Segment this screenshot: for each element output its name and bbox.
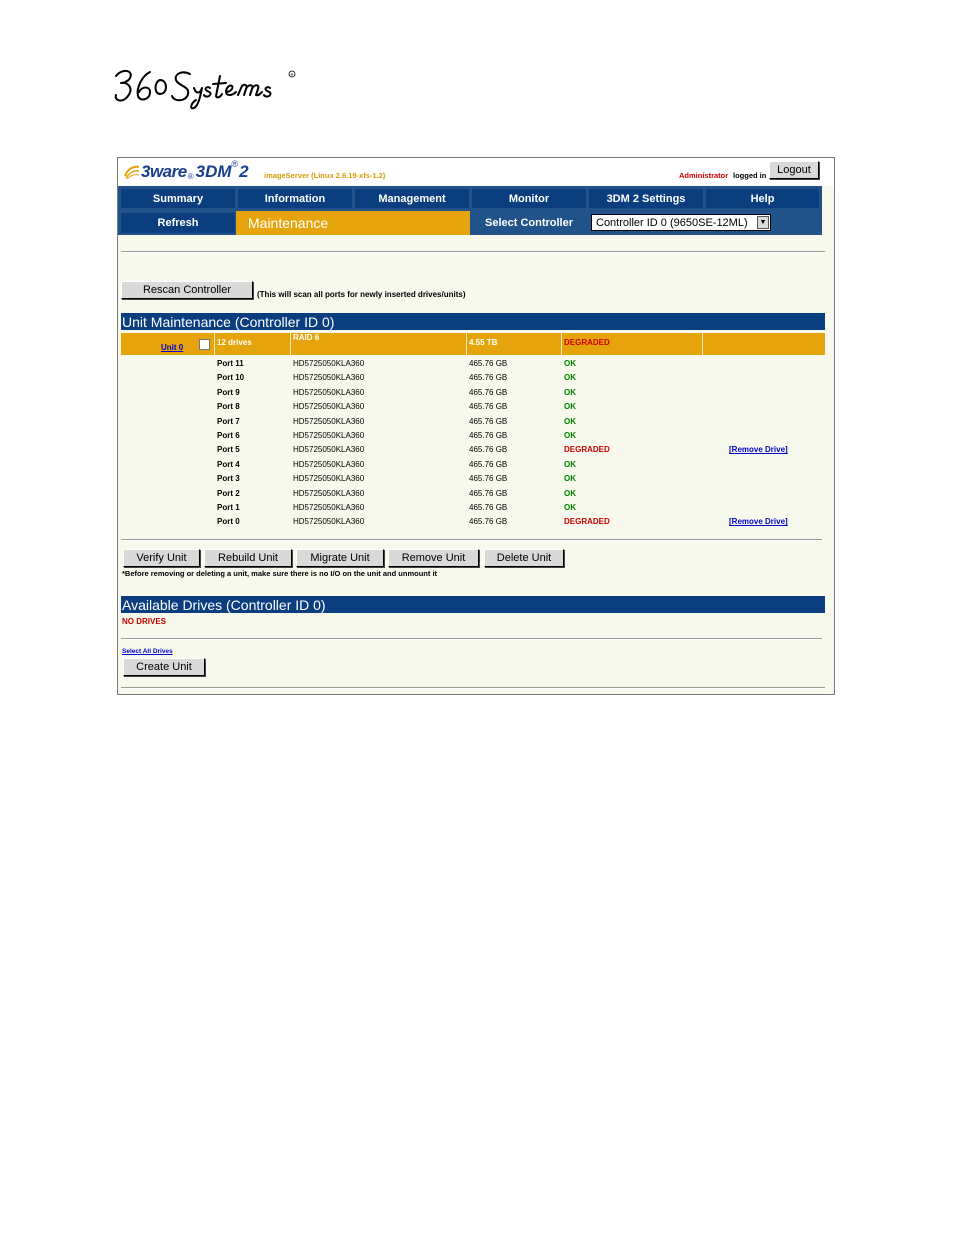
unit-cell	[121, 333, 215, 355]
drive-port: Port 10	[217, 373, 245, 383]
controller-select[interactable]	[591, 214, 771, 231]
drive-model: HD5725050KLA360	[293, 373, 365, 383]
drive-model: HD5725050KLA360	[293, 402, 365, 412]
drive-row	[118, 443, 834, 457]
nav-summary[interactable]: Summary	[121, 189, 235, 208]
drive-status: OK	[564, 402, 576, 412]
drive-status: OK	[564, 488, 576, 498]
drive-model: HD5725050KLA360	[293, 431, 365, 440]
divider	[121, 638, 822, 640]
drive-port: Port 6	[217, 431, 240, 440]
rebuild-unit-button[interactable]: Rebuild Unit	[204, 549, 292, 567]
nav-management[interactable]: Management	[355, 189, 469, 208]
chevron-down-icon[interactable]: ▼	[757, 216, 769, 229]
refresh-button[interactable]: Refresh	[121, 213, 235, 233]
delete-unit-button[interactable]: Delete Unit	[484, 549, 564, 567]
divider	[121, 687, 825, 689]
rescan-controller-button[interactable]: Rescan Controller	[121, 281, 253, 299]
drive-model: HD5725050KLA360	[293, 416, 365, 426]
drive-model: HD5725050KLA360	[293, 359, 365, 368]
drive-status: OK	[564, 459, 576, 469]
registered-mark: ®	[231, 159, 239, 169]
create-unit-button[interactable]: Create Unit	[123, 658, 205, 676]
drive-row	[118, 386, 834, 400]
unit-drive-count: 12 drives	[215, 333, 291, 355]
brand-name: 3ware	[141, 162, 187, 181]
company-logo	[112, 62, 312, 112]
drive-size: 465.76 GB	[469, 387, 508, 397]
drive-row	[118, 458, 834, 472]
drive-model: HD5725050KLA360	[293, 459, 365, 469]
drive-port: Port 0	[217, 517, 240, 527]
drive-model: HD5725050KLA360	[293, 474, 365, 484]
rescan-note: (This will scan all ports for newly inserted drives/units)	[257, 290, 466, 299]
current-page-tab: Maintenance	[236, 211, 470, 235]
nav-3dm2-settings[interactable]: 3DM 2 Settings	[589, 189, 703, 208]
drive-port: Port 5	[217, 445, 240, 455]
drive-port: Port 1	[217, 503, 240, 512]
drive-row	[118, 371, 834, 385]
remove-unit-button[interactable]: Remove Unit	[388, 549, 479, 567]
drive-status: OK	[564, 474, 576, 484]
drive-model: HD5725050KLA360	[293, 387, 365, 397]
main-nav	[118, 186, 822, 235]
login-status: logged in	[733, 171, 767, 180]
divider	[121, 539, 822, 541]
drive-size: 465.76 GB	[469, 445, 508, 455]
unit-status: DEGRADED	[562, 333, 703, 355]
drive-size: 465.76 GB	[469, 373, 508, 383]
drive-model: HD5725050KLA360	[293, 488, 365, 498]
3ware-swirl-icon	[124, 164, 140, 180]
drive-size: 465.76 GB	[469, 474, 508, 484]
user-name: Administrator	[679, 171, 729, 180]
drive-row	[118, 429, 834, 443]
drive-port: Port 11	[217, 359, 244, 368]
drive-port: Port 2	[217, 488, 240, 498]
nav-monitor[interactable]: Monitor	[472, 189, 586, 208]
drive-size: 465.76 GB	[469, 359, 508, 368]
verify-unit-button[interactable]: Verify Unit	[123, 549, 200, 567]
select-all-drives-link[interactable]: Select All Drives	[122, 648, 173, 655]
drive-model: HD5725050KLA360	[293, 503, 365, 512]
product-name: 3DM	[195, 162, 232, 181]
unit-capacity: 4.55 TB	[467, 333, 562, 355]
logout-button[interactable]: Logout	[769, 161, 819, 179]
available-drives-title: Available Drives (Controller ID 0)	[121, 596, 825, 613]
unit-checkbox[interactable]	[199, 339, 210, 350]
drive-size: 465.76 GB	[469, 503, 508, 512]
drive-port: Port 9	[217, 387, 240, 397]
unit-raid-level: RAID 6	[291, 333, 467, 355]
drive-port: Port 7	[217, 416, 240, 426]
drive-row	[118, 487, 834, 501]
drive-size: 465.76 GB	[469, 402, 508, 412]
drive-status: OK	[564, 431, 576, 440]
drive-row	[118, 515, 834, 529]
migrate-unit-button[interactable]: Migrate Unit	[296, 549, 384, 567]
server-info: imageServer (Linux 2.6.19-xfs-1.2)	[264, 171, 386, 180]
remove-drive-link[interactable]: [Remove Drive]	[729, 445, 788, 455]
drive-size: 465.76 GB	[469, 416, 508, 426]
app-header	[118, 158, 834, 186]
nav-help[interactable]: Help	[706, 189, 819, 208]
drive-row	[118, 501, 834, 515]
drive-status: DEGRADED	[564, 445, 610, 455]
drive-port: Port 8	[217, 402, 240, 412]
drive-status: OK	[564, 387, 576, 397]
remove-drive-link[interactable]: [Remove Drive]	[729, 517, 788, 527]
product-version: 2	[239, 162, 249, 181]
unit-link[interactable]: Unit 0	[161, 343, 184, 352]
drive-status: OK	[564, 373, 576, 383]
drive-status: DEGRADED	[564, 517, 610, 527]
drive-row	[118, 415, 834, 429]
drive-status: OK	[564, 416, 576, 426]
drive-port: Port 4	[217, 459, 240, 469]
drive-size: 465.76 GB	[469, 488, 508, 498]
select-controller-label: Select Controller	[484, 217, 574, 229]
unit-warning-note: *Before removing or deleting a unit, make sure there is no I/O on the unit and unmount it	[122, 569, 438, 578]
drive-size: 465.76 GB	[469, 459, 508, 469]
svg-text:R: R	[290, 72, 294, 77]
drive-model: HD5725050KLA360	[293, 445, 365, 455]
drive-row	[118, 472, 834, 486]
no-drives-text: NO DRIVES	[122, 617, 167, 626]
unit-maintenance-title: Unit Maintenance (Controller ID 0)	[121, 313, 825, 330]
drive-row	[118, 357, 834, 371]
brand	[124, 160, 249, 184]
drive-port: Port 3	[217, 474, 240, 484]
nav-information[interactable]: Information	[238, 189, 352, 208]
drive-status: OK	[564, 503, 576, 512]
drive-model: HD5725050KLA360	[293, 517, 365, 527]
drive-row	[118, 400, 834, 414]
registered-mark: ®	[187, 171, 194, 181]
drive-status: OK	[564, 359, 576, 368]
drive-size: 465.76 GB	[469, 517, 508, 527]
divider	[121, 251, 825, 253]
app-window	[117, 157, 835, 695]
drive-size: 465.76 GB	[469, 431, 508, 440]
unit-summary-row	[121, 333, 825, 355]
controller-select-value: Controller ID 0 (9650SE-12ML)	[596, 216, 748, 229]
